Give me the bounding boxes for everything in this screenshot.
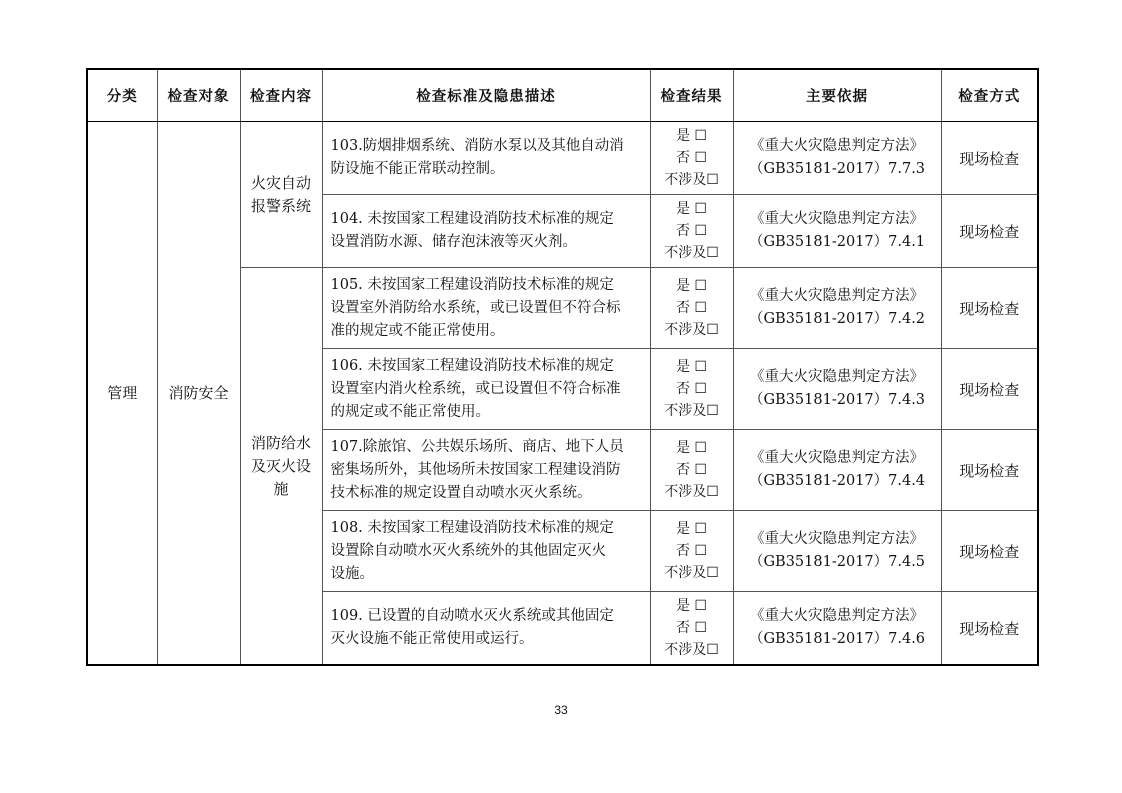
- description-line: 设置室内消火栓系统，或已设置但不符合标准: [330, 380, 621, 397]
- basis-cell: [733, 592, 941, 666]
- content-cell: [240, 268, 322, 666]
- basis-line: 《重大火灾隐患判定方法》: [750, 608, 924, 624]
- basis-line: （GB35181-2017）7.4.3: [748, 392, 926, 408]
- content-label-line: 报警系统: [250, 196, 311, 215]
- header-basis: 主要依据: [733, 69, 941, 122]
- result-no-checkbox[interactable]: 否 ☐: [675, 381, 707, 397]
- content-cell: [240, 122, 322, 268]
- result-na-checkbox[interactable]: 不涉及☐: [664, 245, 719, 261]
- header-result: 检查结果: [650, 69, 733, 122]
- description-cell: [322, 430, 650, 511]
- method-cell: 现场检查: [941, 511, 1038, 592]
- description-line: 104. 未按国家工程建设消防技术标准的规定: [330, 211, 614, 227]
- table-row: [87, 122, 1038, 195]
- content-label-line: 火灾自动: [250, 173, 311, 192]
- description-line: 设施。: [330, 565, 374, 582]
- header-description: 检查标准及隐患描述: [322, 69, 650, 122]
- object-cell: 消防安全: [157, 122, 240, 666]
- description-line: 106. 未按国家工程建设消防技术标准的规定: [330, 357, 614, 374]
- description-line: 109. 已设置的自动喷水灭火系统或其他固定: [330, 608, 614, 624]
- table-header-row: [87, 69, 1038, 122]
- result-yes-checkbox[interactable]: 是 ☐: [675, 598, 707, 614]
- method-cell: 现场检查: [941, 195, 1038, 268]
- description-line: 灭火设施不能正常使用或运行。: [330, 631, 534, 647]
- basis-line: 《重大火灾隐患判定方法》: [750, 369, 924, 385]
- method-cell: 现场检查: [941, 268, 1038, 349]
- basis-line: （GB35181-2017）7.4.2: [748, 311, 926, 327]
- basis-line: （GB35181-2017）7.4.1: [748, 234, 926, 250]
- content-label-line: 施: [273, 479, 289, 498]
- result-yes-checkbox[interactable]: 是 ☐: [675, 278, 707, 294]
- result-na-checkbox[interactable]: 不涉及☐: [664, 172, 719, 188]
- description-line: 的规定或不能正常使用。: [330, 403, 490, 420]
- description-cell: [322, 511, 650, 592]
- description-line: 107.除旅馆、公共娱乐场所、商店、地下人员: [330, 438, 624, 455]
- result-na-checkbox[interactable]: 不涉及☐: [664, 642, 719, 658]
- result-cell: [650, 122, 733, 195]
- header-category: 分类: [87, 69, 157, 122]
- basis-line: 《重大火灾隐患判定方法》: [750, 288, 924, 304]
- result-no-checkbox[interactable]: 否 ☐: [675, 462, 707, 478]
- result-cell: [650, 268, 733, 349]
- description-line: 设置消防水源、储存泡沫液等灭火剂。: [330, 234, 577, 250]
- result-na-checkbox[interactable]: 不涉及☐: [664, 565, 719, 581]
- basis-cell: [733, 349, 941, 430]
- result-cell: [650, 349, 733, 430]
- description-line: 密集场所外，其他场所未按国家工程建设消防: [330, 461, 621, 478]
- result-no-checkbox[interactable]: 否 ☐: [675, 620, 707, 636]
- basis-line: （GB35181-2017）7.7.3: [748, 161, 926, 177]
- result-yes-checkbox[interactable]: 是 ☐: [675, 440, 707, 456]
- result-no-checkbox[interactable]: 否 ☐: [675, 223, 707, 239]
- result-yes-checkbox[interactable]: 是 ☐: [675, 359, 707, 375]
- basis-line: 《重大火灾隐患判定方法》: [750, 138, 924, 154]
- result-cell: [650, 511, 733, 592]
- description-line: 防设施不能正常联动控制。: [330, 161, 505, 177]
- description-cell: [322, 195, 650, 268]
- category-cell: 管理: [87, 122, 157, 666]
- result-yes-checkbox[interactable]: 是 ☐: [675, 521, 707, 537]
- header-object: 检查对象: [157, 69, 240, 122]
- result-na-checkbox[interactable]: 不涉及☐: [664, 403, 719, 419]
- description-cell: [322, 592, 650, 666]
- method-cell: 现场检查: [941, 349, 1038, 430]
- basis-line: （GB35181-2017）7.4.5: [748, 554, 926, 570]
- description-line: 103.防烟排烟系统、消防水泵以及其他自动消: [330, 138, 624, 154]
- basis-cell: [733, 430, 941, 511]
- header-content: 检查内容: [240, 69, 322, 122]
- description-line: 设置除自动喷水灭火系统外的其他固定灭火: [330, 542, 606, 559]
- result-na-checkbox[interactable]: 不涉及☐: [664, 322, 719, 338]
- inspection-table: [86, 68, 1039, 666]
- basis-line: 《重大火灾隐患判定方法》: [750, 531, 924, 547]
- basis-cell: [733, 511, 941, 592]
- basis-cell: [733, 268, 941, 349]
- result-no-checkbox[interactable]: 否 ☐: [675, 543, 707, 559]
- result-cell: [650, 430, 733, 511]
- basis-line: 《重大火灾隐患判定方法》: [750, 211, 924, 227]
- description-line: 105. 未按国家工程建设消防技术标准的规定: [330, 276, 614, 293]
- description-cell: [322, 268, 650, 349]
- result-no-checkbox[interactable]: 否 ☐: [675, 300, 707, 316]
- description-line: 108. 未按国家工程建设消防技术标准的规定: [330, 519, 614, 536]
- header-method: 检查方式: [941, 69, 1038, 122]
- description-cell: [322, 122, 650, 195]
- content-label-line: 及灭火设: [250, 456, 311, 475]
- description-line: 设置室外消防给水系统，或已设置但不符合标: [330, 299, 621, 316]
- result-yes-checkbox[interactable]: 是 ☐: [675, 128, 707, 144]
- method-cell: 现场检查: [941, 430, 1038, 511]
- content-label-line: 消防给水: [250, 433, 311, 452]
- description-line: 技术标准的规定设置自动喷水灭火系统。: [330, 484, 592, 501]
- basis-line: 《重大火灾隐患判定方法》: [750, 450, 924, 466]
- description-line: 准的规定或不能正常使用。: [330, 322, 505, 339]
- basis-cell: [733, 195, 941, 268]
- method-cell: 现场检查: [941, 592, 1038, 666]
- result-yes-checkbox[interactable]: 是 ☐: [675, 201, 707, 217]
- basis-line: （GB35181-2017）7.4.6: [748, 631, 926, 647]
- description-cell: [322, 349, 650, 430]
- basis-cell: [733, 122, 941, 195]
- page-number: 33: [554, 703, 568, 717]
- result-cell: [650, 592, 733, 666]
- result-cell: [650, 195, 733, 268]
- result-na-checkbox[interactable]: 不涉及☐: [664, 484, 719, 500]
- result-no-checkbox[interactable]: 否 ☐: [675, 150, 707, 166]
- basis-line: （GB35181-2017）7.4.4: [748, 473, 926, 489]
- method-cell: 现场检查: [941, 122, 1038, 195]
